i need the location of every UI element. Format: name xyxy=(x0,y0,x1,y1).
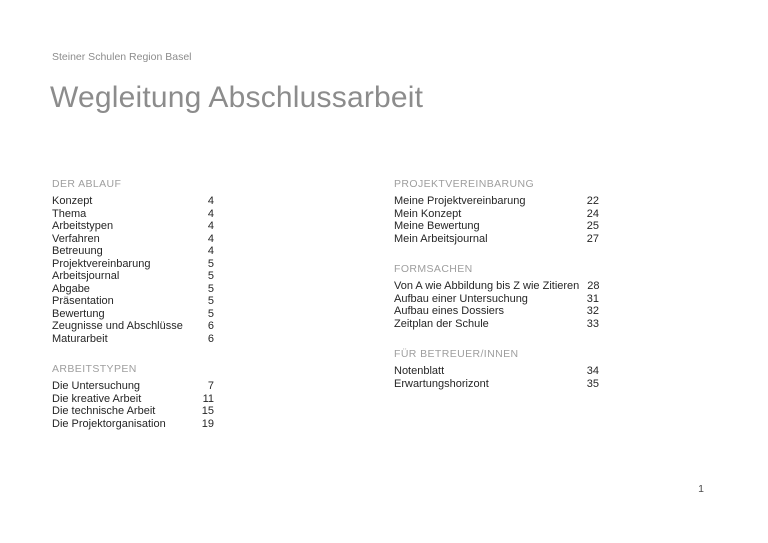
toc-entry xyxy=(52,380,214,393)
toc-entry xyxy=(394,220,599,233)
toc-entry-page: 32 xyxy=(586,305,599,317)
toc-entry-page: 15 xyxy=(201,405,214,417)
toc-entry-label: Arbeitsjournal xyxy=(52,270,120,282)
toc-entry-label: Die Untersuchung xyxy=(52,380,141,392)
toc-entry-label: Thema xyxy=(52,207,87,220)
toc-entry xyxy=(52,245,214,258)
toc-entry xyxy=(394,293,599,306)
toc-entry xyxy=(394,280,599,293)
toc-entry xyxy=(52,308,214,321)
toc-entry-page: 7 xyxy=(207,380,214,392)
toc-column-left xyxy=(52,178,214,430)
toc-entry xyxy=(394,305,599,318)
toc-entry xyxy=(394,195,599,208)
toc-entry-label: Die kreative Arbeit xyxy=(52,392,142,405)
toc-entry xyxy=(52,220,214,233)
toc-entry-label: Mein Arbeitsjournal xyxy=(394,232,488,245)
toc-entry-label: Verfahren xyxy=(52,232,100,245)
toc-entry xyxy=(52,393,214,406)
toc-entry-page: 22 xyxy=(586,195,599,207)
page-number: 1 xyxy=(698,483,704,495)
toc-entry xyxy=(52,418,214,431)
toc-entry-label: Betreuung xyxy=(52,245,103,257)
toc-entry-label: Bewertung xyxy=(52,307,105,320)
toc-entry-page: 5 xyxy=(207,282,214,295)
toc-entry xyxy=(52,270,214,283)
toc-entry xyxy=(52,295,214,308)
toc-entry-page: 33 xyxy=(586,317,599,330)
toc-section-heading: FORMSACHEN xyxy=(394,263,473,275)
toc-entry xyxy=(394,208,599,221)
toc-entry-page: 25 xyxy=(586,220,599,232)
toc-entry xyxy=(394,233,599,246)
toc-entry xyxy=(52,233,214,246)
toc-entry-page: 34 xyxy=(586,365,599,377)
toc-section xyxy=(394,348,599,390)
toc-entry-page: 24 xyxy=(586,207,599,220)
toc-entry-page: 27 xyxy=(586,232,599,245)
toc-entry-page: 4 xyxy=(207,232,214,245)
toc-entry-page: 28 xyxy=(587,280,600,292)
toc-entry-label: Konzept xyxy=(52,195,93,207)
toc-entry-label: Aufbau eines Dossiers xyxy=(394,305,505,317)
toc-entry-label: Von A wie Abbildung bis Z wie Zitieren xyxy=(394,280,580,292)
toc-entry-page: 5 xyxy=(207,295,214,307)
toc-entry-label: Aufbau einer Untersuchung xyxy=(394,292,528,305)
toc-entry-label: Zeitplan der Schule xyxy=(394,317,489,330)
toc-entry-page: 4 xyxy=(207,195,214,207)
document-title: Wegleitung Abschlussarbeit xyxy=(50,81,424,114)
toc-entry-label: Die Projektorganisation xyxy=(52,417,166,430)
toc-entry-page: 5 xyxy=(207,270,214,282)
toc-entry-label: Die technische Arbeit xyxy=(52,405,156,417)
toc-entry-page: 6 xyxy=(207,332,214,345)
toc-entry xyxy=(394,365,599,378)
toc-column-right xyxy=(394,178,599,390)
toc-entry-label: Meine Projektvereinbarung xyxy=(394,195,526,207)
toc-entry-label: Zeugnisse und Abschlüsse xyxy=(52,320,183,332)
toc-entry-label: Maturarbeit xyxy=(52,332,108,345)
toc-entry-page: 5 xyxy=(207,307,214,320)
letterhead: Steiner Schulen Region Basel xyxy=(52,51,192,63)
toc-section-heading: ARBEITSTYPEN xyxy=(52,363,137,375)
toc-entry-page: 5 xyxy=(207,257,214,270)
toc-entry xyxy=(394,318,599,331)
toc-section xyxy=(52,178,214,345)
toc-entry-page: 31 xyxy=(586,292,599,305)
toc-entry xyxy=(52,208,214,221)
toc-section-heading: FÜR BETREUER/INNEN xyxy=(394,348,519,360)
toc-entry-page: 6 xyxy=(207,320,214,332)
toc-entry-label: Notenblatt xyxy=(394,365,445,377)
toc-entry xyxy=(394,378,599,391)
toc-entry xyxy=(52,405,214,418)
toc-section xyxy=(394,178,599,245)
toc-entry-page: 4 xyxy=(207,245,214,257)
toc-entry-label: Meine Bewertung xyxy=(394,220,480,232)
toc-section xyxy=(52,363,214,430)
toc-section xyxy=(394,263,599,330)
toc-section-heading: PROJEKTVEREINBARUNG xyxy=(394,178,535,190)
toc-entry-label: Abgabe xyxy=(52,282,90,295)
toc-entry-label: Mein Konzept xyxy=(394,207,462,220)
toc-entry-label: Erwartungshorizont xyxy=(394,377,489,390)
toc-entry xyxy=(52,333,214,346)
toc-entry-label: Arbeitstypen xyxy=(52,220,114,232)
toc-entry xyxy=(52,195,214,208)
toc-entry xyxy=(52,258,214,271)
toc-entry xyxy=(52,320,214,333)
toc-section-heading: DER ABLAUF xyxy=(52,178,122,190)
toc-entry-label: Präsentation xyxy=(52,295,114,307)
toc-entry-page: 4 xyxy=(207,207,214,220)
toc-entry xyxy=(52,283,214,296)
toc-entry-page: 11 xyxy=(202,392,214,405)
toc-entry-page: 35 xyxy=(586,377,599,390)
toc-entry-page: 4 xyxy=(207,220,214,232)
toc-entry-page: 19 xyxy=(201,417,214,430)
toc-entry-label: Projektvereinbarung xyxy=(52,257,151,270)
